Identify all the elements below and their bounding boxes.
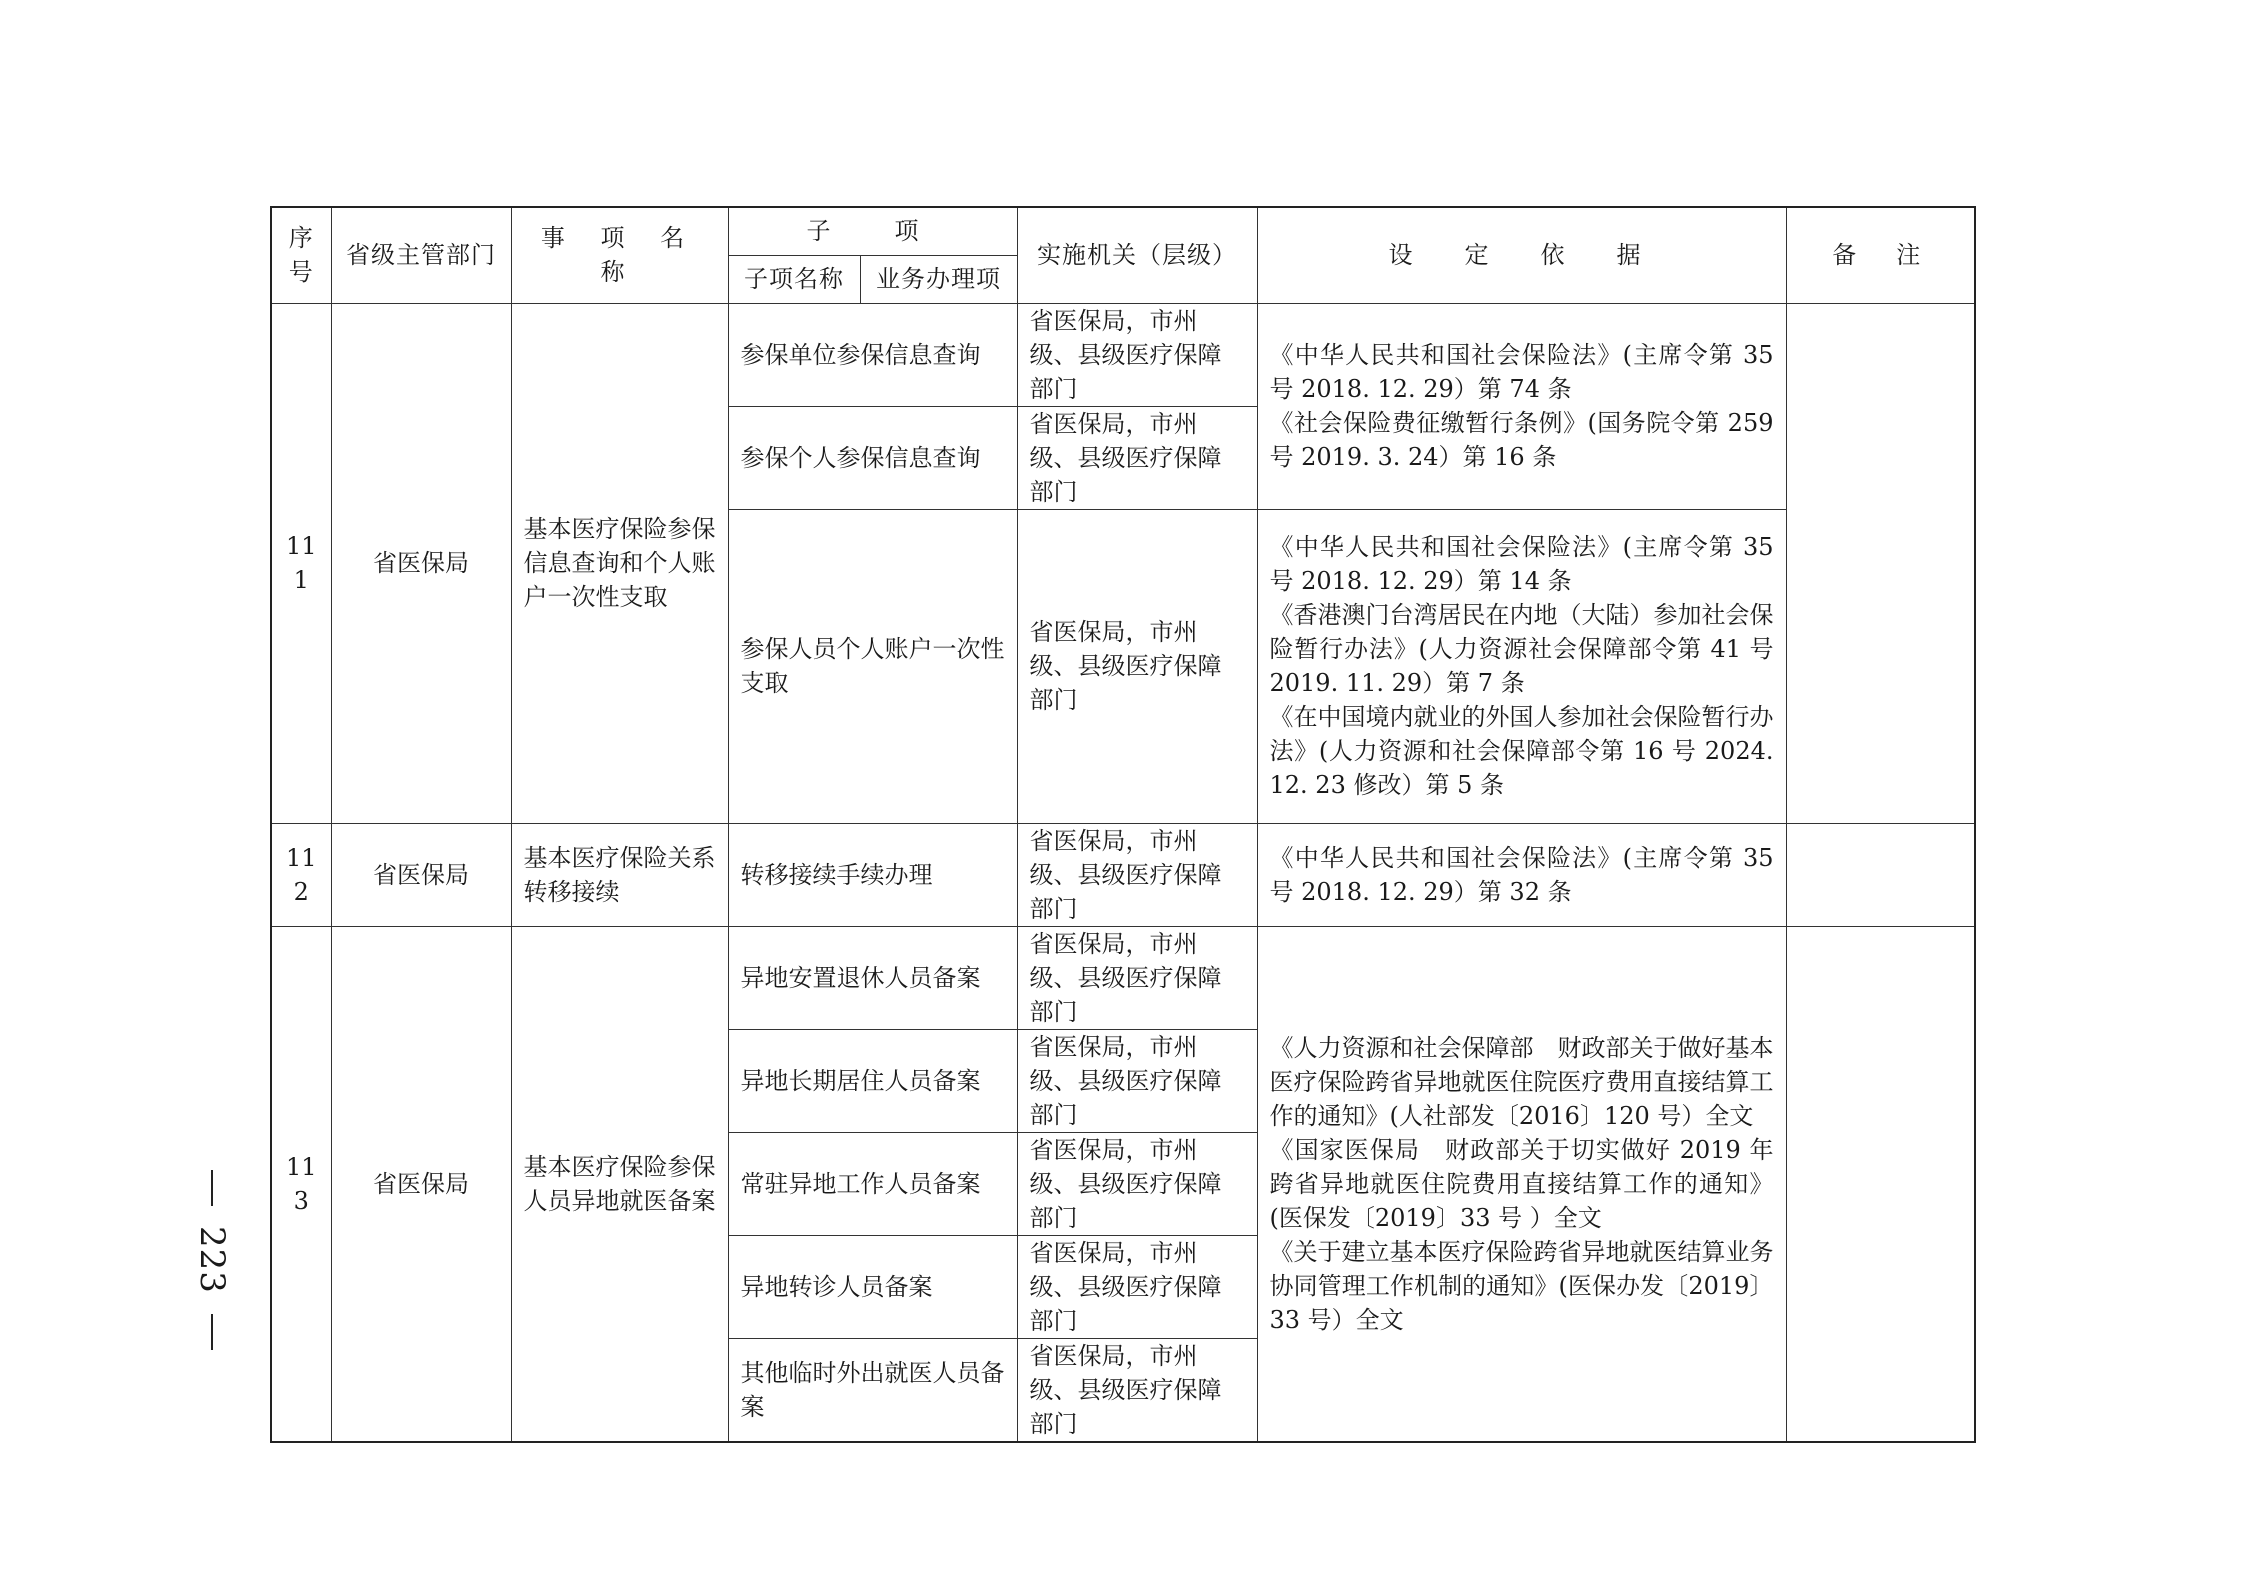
sub-name-cell: 异地转诊人员备案: [728, 1235, 1017, 1338]
header-sub-name: 子项名称: [728, 255, 860, 303]
table-row: [271, 303, 1975, 406]
basis-cell: 《中华人民共和国社会保险法》(主席令第 35 号 2018. 12. 29）第 74 条 《社会保险费征缴暂行条例》(国务院令第 259 号 2019. 3. 24）第 16 条: [1257, 303, 1786, 509]
sub-name-cell: 常驻异地工作人员备案: [728, 1132, 1017, 1235]
page-number-dash-top: [211, 1170, 213, 1206]
basis-cell: 《人力资源和社会保障部 财政部关于做好基本医疗保险跨省异地就医住院医疗费用直接结算工作的通知》(人社部发〔2016〕120 号）全文 《国家医保局 财政部关于切实做好 2019 年跨省异地就医住院费用直接结算工作的通知》(医保发〔2019〕33 号 ）全文 《关于建立基本医疗保险跨省异地就医结算业务协同管理工作机制的通知》(医保办发〔2019〕33 号）全文: [1257, 926, 1786, 1442]
note-cell: [1786, 823, 1975, 926]
org-cell: 省医保局，市州级、县级医疗保障部门: [1017, 1338, 1257, 1442]
header-basis: 设 定 依 据: [1257, 207, 1786, 303]
sub-name-cell: 参保个人参保信息查询: [728, 406, 1017, 509]
header-dept: 省级主管部门: [331, 207, 511, 303]
note-cell: [1786, 926, 1975, 1442]
sub-name-cell: 异地安置退休人员备案: [728, 926, 1017, 1029]
item-name-cell: 基本医疗保险参保信息查询和个人账户一次性支取: [511, 303, 728, 823]
page-number-dash-bottom: [211, 1314, 213, 1350]
page-number-text: 223: [192, 1226, 232, 1294]
catalog-table: [270, 206, 1976, 1443]
org-cell: 省医保局，市州级、县级医疗保障部门: [1017, 823, 1257, 926]
basis-cell: 《中华人民共和国社会保险法》(主席令第 35 号 2018. 12. 29）第 32 条: [1257, 823, 1786, 926]
table-row: [271, 926, 1975, 1029]
page-number: [187, 1170, 237, 1350]
org-cell: 省医保局，市州级、县级医疗保障部门: [1017, 1235, 1257, 1338]
dept-cell: 省医保局: [331, 303, 511, 823]
header-org: 实施机关（层级）: [1017, 207, 1257, 303]
item-name-cell: 基本医疗保险参保人员异地就医备案: [511, 926, 728, 1442]
header-sub-business: 业务办理项: [860, 255, 1017, 303]
item-name-cell: 基本医疗保险关系转移接续: [511, 823, 728, 926]
header-item-name: 事 项 名 称: [511, 207, 728, 303]
header-seq: 序号: [271, 207, 331, 303]
org-cell: 省医保局，市州级、县级医疗保障部门: [1017, 406, 1257, 509]
org-cell: 省医保局，市州级、县级医疗保障部门: [1017, 926, 1257, 1029]
dept-cell: 省医保局: [331, 926, 511, 1442]
org-cell: 省医保局，市州级、县级医疗保障部门: [1017, 509, 1257, 823]
sub-name-cell: 异地长期居住人员备案: [728, 1029, 1017, 1132]
sub-name-cell: 转移接续手续办理: [728, 823, 1017, 926]
org-cell: 省医保局，市州级、县级医疗保障部门: [1017, 1132, 1257, 1235]
header-sub: 子 项: [728, 207, 1017, 255]
org-cell: 省医保局，市州级、县级医疗保障部门: [1017, 303, 1257, 406]
seq-cell: 113: [271, 926, 331, 1442]
table-row: [271, 823, 1975, 926]
seq-cell: 112: [271, 823, 331, 926]
sub-name-cell: 参保人员个人账户一次性支取: [728, 509, 1017, 823]
seq-cell: 111: [271, 303, 331, 823]
org-cell: 省医保局，市州级、县级医疗保障部门: [1017, 1029, 1257, 1132]
basis-cell: 《中华人民共和国社会保险法》(主席令第 35 号 2018. 12. 29）第 14 条 《香港澳门台湾居民在内地（大陆）参加社会保险暂行办法》(人力资源社会保障部令第 41 号 2019. 11. 29）第 7 条 《在中国境内就业的外国人参加社会保险暂行办法》(人力资源和社会保障部令第 16 号 2024. 12. 23 修改）第 5 条: [1257, 509, 1786, 823]
header-note: 备 注: [1786, 207, 1975, 303]
sub-name-cell: 参保单位参保信息查询: [728, 303, 1017, 406]
note-cell: [1786, 303, 1975, 823]
sub-name-cell: 其他临时外出就医人员备案: [728, 1338, 1017, 1442]
dept-cell: 省医保局: [331, 823, 511, 926]
